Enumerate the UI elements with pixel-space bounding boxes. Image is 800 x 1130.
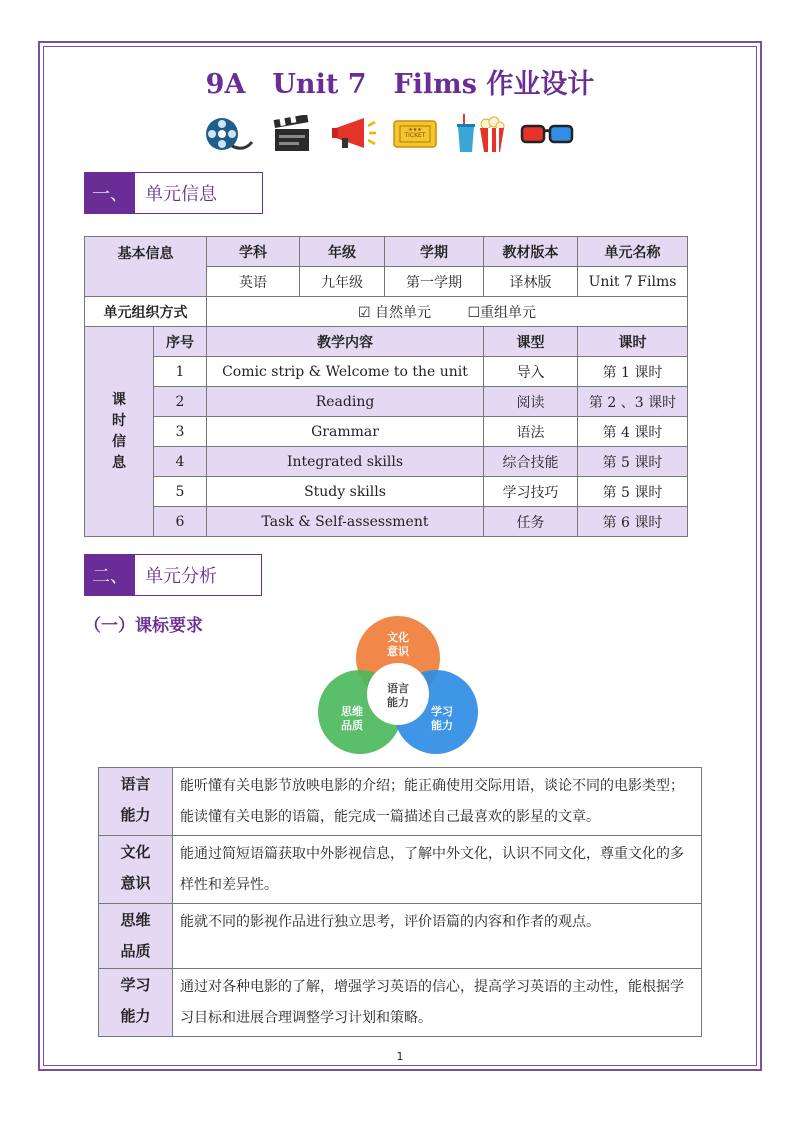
lesson-content: Grammar [207, 417, 484, 447]
svg-text:TICKET: TICKET [404, 132, 426, 139]
ticket-icon [392, 118, 438, 150]
standard-row [99, 904, 702, 969]
header-content: 教学内容 [207, 327, 484, 357]
basic-info-label: 基本信息 [85, 237, 207, 297]
lesson-content: Reading [207, 387, 484, 417]
lesson-period: 第 4 课时 [578, 417, 688, 447]
standard-text: 通过对各种电影的了解，增强学习英语的信心，提高学习英语的主动性，能根据学习目标和进展合理调整学习计划和策略。 [173, 969, 702, 1037]
icon-row [200, 112, 580, 156]
film-reel-icon [204, 116, 254, 152]
lesson-no: 6 [154, 507, 207, 537]
lesson-no: 5 [154, 477, 207, 507]
header-subject: 学科 [207, 237, 300, 267]
checkbox-regrouped-unit[interactable]: ☐重组单元 [467, 304, 537, 321]
lesson-type: 导入 [484, 357, 578, 387]
standard-row [99, 768, 702, 836]
lesson-no: 2 [154, 387, 207, 417]
lesson-type: 学习技巧 [484, 477, 578, 507]
page-number: 1 [396, 1050, 404, 1063]
venn-center-line2: 能力 [387, 696, 409, 709]
lesson-no: 3 [154, 417, 207, 447]
checkbox-natural-unit[interactable]: ☑ 自然单元 [357, 304, 431, 321]
value-grade: 九年级 [300, 267, 385, 297]
3d-glasses-icon [520, 122, 574, 148]
lesson-no: 4 [154, 447, 207, 477]
unit-info-table [84, 236, 688, 537]
curriculum-standards-table [98, 767, 702, 1037]
lesson-period: 第 5 课时 [578, 477, 688, 507]
standard-text: 能通过简短语篇获取中外影视信息，了解中外文化，认识不同文化，尊重文化的多样性和差异性。 [173, 836, 702, 904]
venn-center-line1: 语言 [387, 682, 409, 695]
lesson-period: 第 5 课时 [578, 447, 688, 477]
lesson-info-label-text: 课时信息 [112, 391, 126, 471]
popcorn-icon [454, 112, 506, 154]
header-no: 序号 [154, 327, 207, 357]
standard-row [99, 969, 702, 1037]
lesson-type: 综合技能 [484, 447, 578, 477]
header-grade: 年级 [300, 237, 385, 267]
value-unit-name: Unit 7 Films [578, 267, 688, 297]
lesson-info-label [85, 327, 154, 537]
section-label: 单元信息 [145, 184, 217, 205]
venn-right-line1: 学习 [431, 705, 453, 718]
standard-key: 文化 意识 [99, 836, 173, 904]
header-period: 课时 [578, 327, 688, 357]
lesson-no: 1 [154, 357, 207, 387]
section-number: 一、 [85, 173, 135, 213]
standard-key: 学习 能力 [99, 969, 173, 1037]
lesson-content: Task & Self-assessment [207, 507, 484, 537]
value-textbook: 译林版 [484, 267, 578, 297]
megaphone-icon [330, 116, 378, 152]
value-term: 第一学期 [385, 267, 484, 297]
header-term: 学期 [385, 237, 484, 267]
venn-left-line2: 品质 [341, 719, 363, 732]
clapperboard-icon [272, 115, 312, 153]
lesson-content: Study skills [207, 477, 484, 507]
lesson-type: 语法 [484, 417, 578, 447]
venn-top-line2: 意识 [387, 645, 409, 658]
document-title: 9A Unit 7 Films 作业设计 [205, 69, 595, 100]
section-number: 二、 [85, 555, 135, 595]
venn-left-line1: 思维 [341, 705, 363, 718]
header-type: 课型 [484, 327, 578, 357]
value-subject: 英语 [207, 267, 300, 297]
lesson-type: 任务 [484, 507, 578, 537]
lesson-content: Integrated skills [207, 447, 484, 477]
header-unit-name: 单元名称 [578, 237, 688, 267]
venn-right-line2: 能力 [431, 719, 453, 732]
standard-key: 思维 品质 [99, 904, 173, 969]
subsection-title: （一）课标要求 [84, 616, 203, 636]
section-heading-unit-info [84, 172, 263, 214]
lesson-period: 第 1 课时 [578, 357, 688, 387]
header-textbook: 教材版本 [484, 237, 578, 267]
competency-venn-diagram [308, 610, 494, 758]
standard-text: 能听懂有关电影节放映电影的介绍；能正确使用交际用语，谈论不同的电影类型；能读懂有关电影的语篇，能完成一篇描述自己最喜欢的影星的文章。 [173, 768, 702, 836]
svg-text:★★★: ★★★ [408, 127, 422, 133]
lesson-type: 阅读 [484, 387, 578, 417]
section-heading-unit-analysis [84, 554, 262, 596]
lesson-period: 第 6 课时 [578, 507, 688, 537]
standard-row [99, 836, 702, 904]
venn-top-line1: 文化 [387, 631, 409, 644]
section-label: 单元分析 [145, 566, 217, 587]
standard-key: 语言 能力 [99, 768, 173, 836]
lesson-period: 第 2 、3 课时 [578, 387, 688, 417]
org-label: 单元组织方式 [85, 297, 207, 327]
org-options [207, 297, 688, 327]
standard-text: 能就不同的影视作品进行独立思考，评价语篇的内容和作者的观点。 [173, 904, 702, 969]
lesson-content: Comic strip & Welcome to the unit [207, 357, 484, 387]
